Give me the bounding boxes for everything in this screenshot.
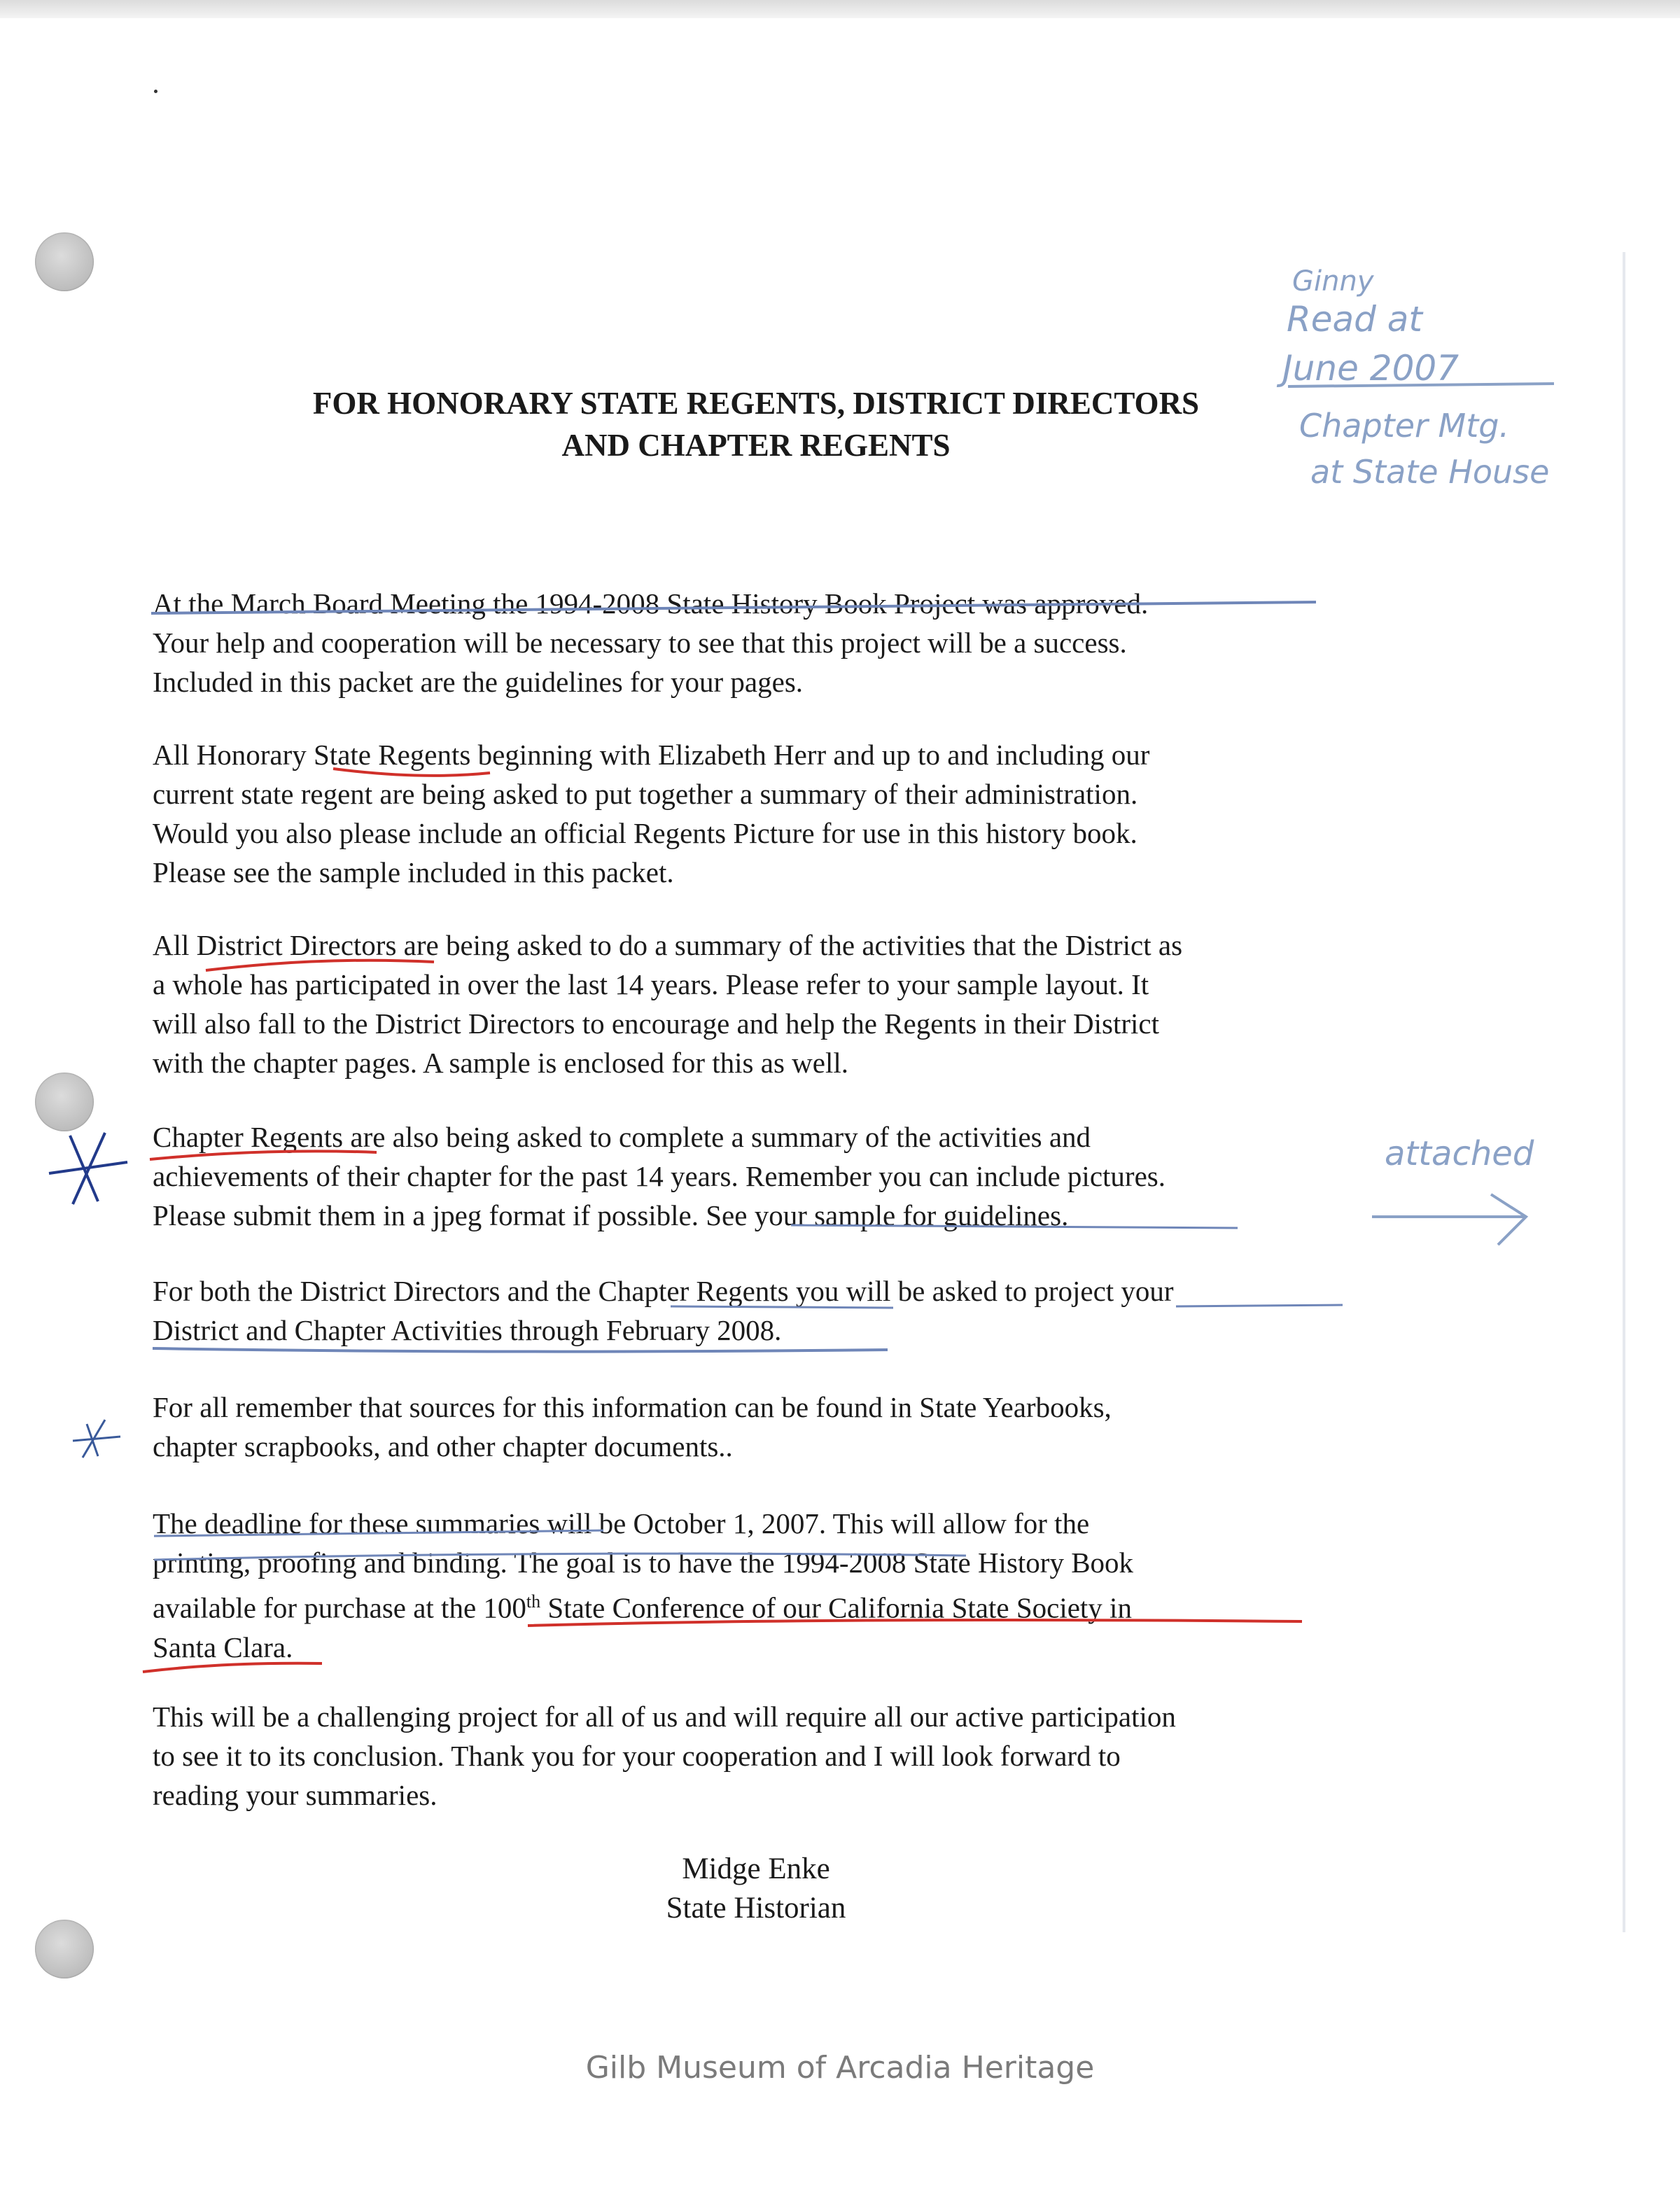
punch-hole-bottom xyxy=(35,1920,94,1978)
text-line: Please see the sample included in this packet. xyxy=(153,856,674,888)
ordinal-suffix: th xyxy=(526,1591,541,1612)
text-line: Please submit them in a jpeg format if possible. See your sample for guidelines. xyxy=(153,1199,1069,1231)
margin-star-icon xyxy=(49,1133,127,1204)
signature-name: Midge Enke xyxy=(682,1852,830,1885)
signature-role: State Historian xyxy=(666,1892,846,1925)
text-line: Included in this packet are the guidelines for your pages. xyxy=(153,666,804,698)
arrow-icon xyxy=(1372,1194,1526,1245)
text-segment: available for purchase at the 100 xyxy=(153,1591,526,1624)
text-line: For both the District Directors and the Chapter Regents you will be asked to project your xyxy=(153,1275,1174,1307)
text-line: Santa Clara. xyxy=(153,1631,293,1663)
scan-right-edge xyxy=(1623,252,1625,1932)
text-line: For all remember that sources for this information can be found in State Yearbooks, xyxy=(153,1391,1112,1423)
handwritten-note-location: at State House xyxy=(1310,453,1550,491)
paragraph-closing xyxy=(153,1697,1371,1815)
text-line xyxy=(153,1582,1371,1628)
text-segment: State Conference of our California State Society in xyxy=(540,1591,1132,1624)
text-line: All District Directors are being asked to do a summary of the activities that the District as xyxy=(153,929,1183,961)
punch-hole-top xyxy=(35,232,94,291)
text-line: achievements of their chapter for the past 14 years. Remember you can include pictures. xyxy=(153,1160,1166,1192)
scan-top-edge xyxy=(0,0,1680,18)
text-line: printing, proofing and binding. The goal is to have the 1994-2008 State History Book xyxy=(153,1547,1134,1579)
scan-speck xyxy=(154,90,158,93)
text-line: District and Chapter Activities through February 2008. xyxy=(153,1314,782,1346)
text-line: Your help and cooperation will be necessary to see that this project will be a success. xyxy=(153,627,1127,659)
title-line-2: AND CHAPTER REGENTS xyxy=(561,428,951,463)
text-line: All Honorary State Regents beginning with Elizabeth Herr and up to and including our xyxy=(153,739,1150,771)
paragraph-state-regents xyxy=(153,735,1371,892)
text-line: current state regent are being asked to put together a summary of their administration. xyxy=(153,778,1138,810)
text-line: reading your summaries. xyxy=(153,1779,438,1811)
footer-credit: Gilb Museum of Arcadia Heritage xyxy=(585,2050,1095,2086)
text-line: At the March Board Meeting the 1994-2008 State History Book Project was approved. xyxy=(153,587,1149,620)
paragraph-project-through-2008 xyxy=(153,1271,1371,1350)
handwritten-note-meeting: Chapter Mtg. xyxy=(1299,407,1510,445)
paragraph-sources xyxy=(153,1388,1371,1466)
handwritten-note-read: Read at xyxy=(1287,299,1423,340)
handwritten-note-attached: attached xyxy=(1385,1134,1534,1173)
text-line: chapter scrapbooks, and other chapter documents.. xyxy=(153,1430,733,1462)
text-line: The deadline for these summaries will be October 1, 2007. This will allow for the xyxy=(153,1507,1090,1540)
text-line: with the chapter pages. A sample is enclosed for this as well. xyxy=(153,1047,849,1079)
paragraph-district-directors xyxy=(153,926,1371,1082)
document-title xyxy=(140,382,1372,466)
handwritten-note-name: Ginny xyxy=(1292,265,1374,298)
margin-star-icon xyxy=(73,1420,120,1458)
paragraph-project-approved xyxy=(153,584,1371,701)
paragraph-chapter-regents xyxy=(153,1117,1371,1235)
punch-hole-middle xyxy=(35,1073,94,1131)
text-line: will also fall to the District Directors to encourage and help the Regents in their District xyxy=(153,1007,1160,1040)
signature-block xyxy=(490,1850,1022,1928)
title-line-1: FOR HONORARY STATE REGENTS, DISTRICT DIRECTORS xyxy=(312,386,1200,421)
text-line: Would you also please include an official Regents Picture for use in this history book. xyxy=(153,817,1138,849)
text-line: This will be a challenging project for all of us and will require all our active participation xyxy=(153,1701,1176,1733)
paragraph-deadline xyxy=(153,1504,1371,1667)
text-line: Chapter Regents are also being asked to complete a summary of the activities and xyxy=(153,1121,1091,1153)
text-line: a whole has participated in over the last 14 years. Please refer to your sample layout. It xyxy=(153,968,1149,1000)
handwritten-note-date: June 2007 xyxy=(1282,348,1460,389)
text-line: to see it to its conclusion. Thank you for your cooperation and I will look forward to xyxy=(153,1740,1121,1772)
